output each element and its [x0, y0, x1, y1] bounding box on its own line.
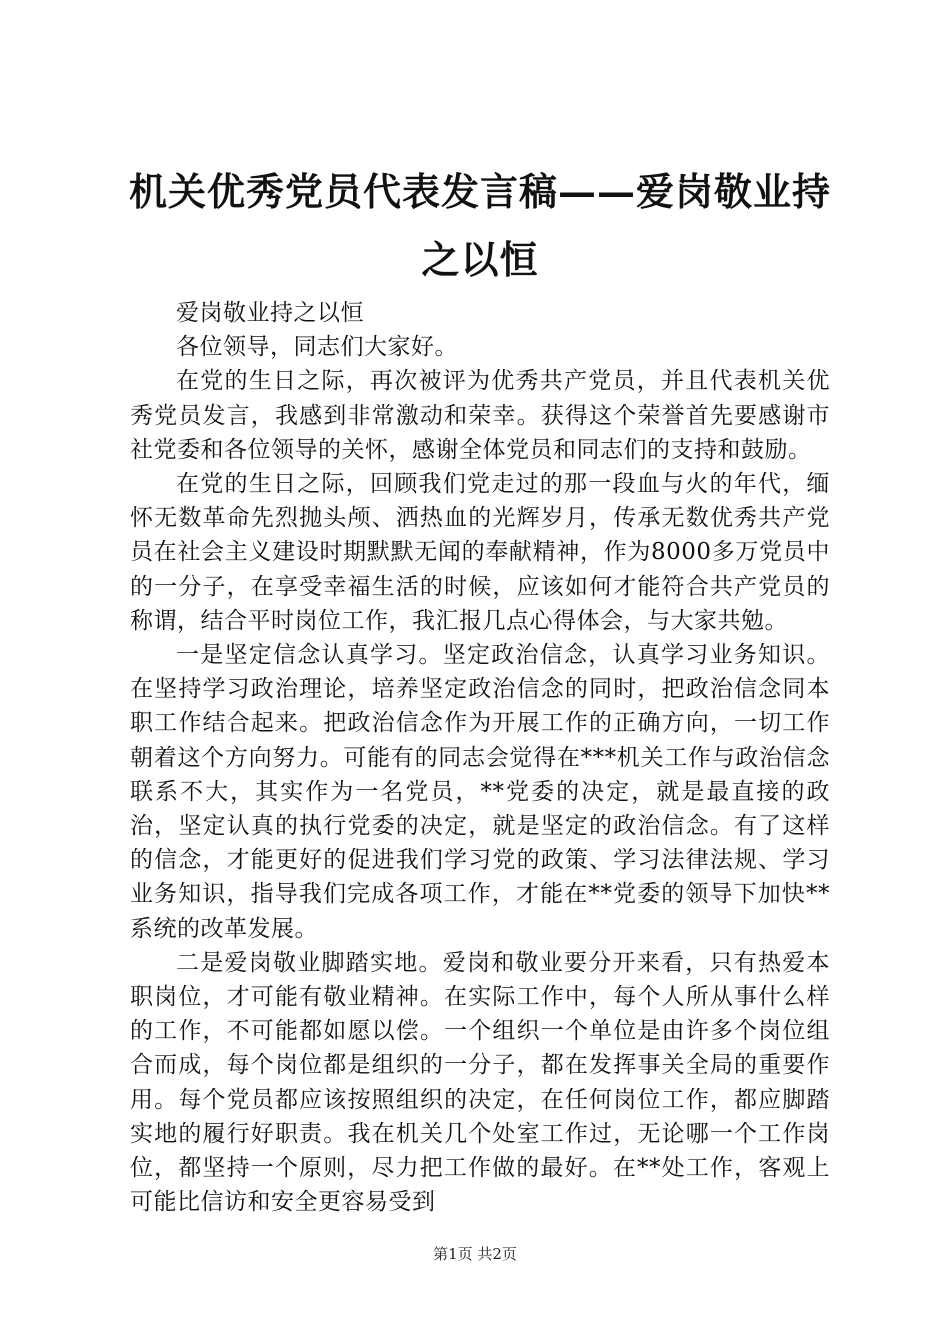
paragraph-reflection: 在党的生日之际，回顾我们党走过的那一段血与火的年代，缅怀无数革命先烈抛头颅、洒热血的光辉岁月，传承无数优秀共产党员在社会主义建设时期默默无闻的奉献精神，作为8000多万党员中的一分子，在享受幸福生活的时候，应该如何才能符合共产党员的称谓，结合平时岗位工作，我汇报几点心得体会，与大家共勉。: [130, 471, 830, 634]
paragraph-point-one: 一是坚定信念认真学习。坚定政治信念，认真学习业务知识。在坚持学习政治理论，培养坚定政治信念的同时，把政治信念同本职工作结合起来。把政治信念作为开展工作的正确方向，一切工作朝着这个方向努力。可能有的同志会觉得在***机关工作与政治信念联系不大，其实作为一名党员，**党委的决定，就是最直接的政治，坚定认真的执行党委的决定，就是坚定的政治信念。有了这样的信念，才能更好的促进我们学习党的政策、学习法律法规、学习业务知识，指导我们完成各项工作，才能在**党委的领导下加快**系统的改革发展。: [130, 642, 830, 942]
paragraph-greeting: 各位领导，同志们大家好。: [176, 334, 458, 361]
paragraph-intro: 在党的生日之际，再次被评为优秀共产党员，并且代表机关优秀党员发言，我感到非常激动和荣幸。获得这个荣誉首先要感谢市社党委和各位领导的关怀，感谢全体党员和同志们的支持和鼓励。: [130, 368, 830, 463]
paragraph-subtitle: 爱岗敬业持之以恒: [176, 300, 364, 326]
document-body: [130, 296, 830, 1219]
page-footer: 第1页 共2页: [433, 1245, 517, 1263]
document-title: 机关优秀党员代表发言稿——爱岗敬业持之以恒: [128, 169, 831, 282]
paragraph-point-two: 二是爱岗敬业脚踏实地。爱岗和敬业要分开来看，只有热爱本职岗位，才可能有敬业精神。在实际工作中，每个人所从事什么样的工作，不可能都如愿以偿。一个组织一个单位是由许多个岗位组合而成，每个岗位都是组织的一分子，都在发挥事关全局的重要作用。每个党员都应该按照组织的决定，在任何岗位工作，都应脚踏实地的履行好职责。我在机关几个处室工作过，无论哪一个工作岗位，都坚持一个原则，尽力把工作做的最好。在**处工作，客观上可能比信访和安全更容易受到: [130, 949, 830, 1216]
